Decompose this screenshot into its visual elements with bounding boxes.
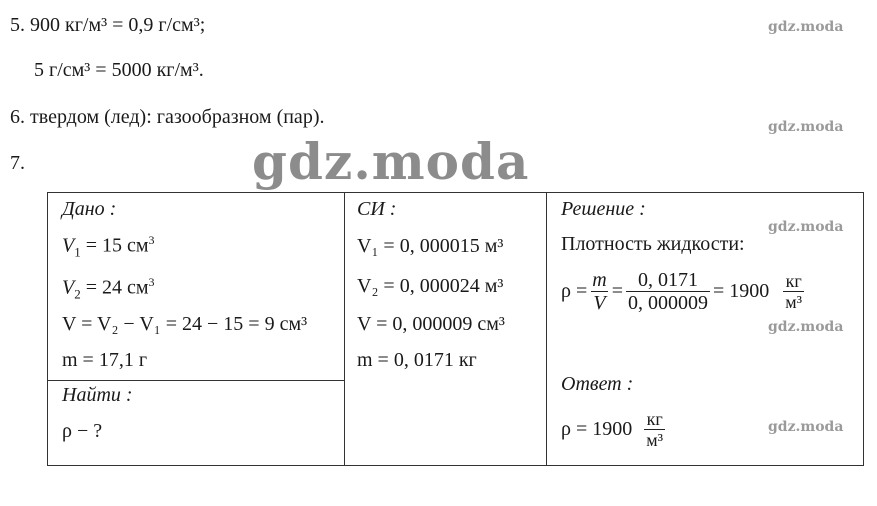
given-v2: $V_2 = 24$ $см^3$ xyxy=(62,275,155,302)
watermark-small: gdz.moda xyxy=(768,219,844,235)
item-5 xyxy=(10,14,205,37)
watermark-small: gdz.moda xyxy=(768,19,844,35)
solution-header: Решение : xyxy=(561,198,646,220)
given-v1: $V_1 = 15$ $см^3$ xyxy=(62,233,155,260)
given-header: Дано : xyxy=(62,198,117,220)
task-table xyxy=(47,192,864,466)
fraction-unit: $\frac{кг}{\text{м³}}$ xyxy=(785,271,803,312)
si-v2: V₂ = 0, 000024 м³ xyxy=(357,275,504,297)
watermark-small: gdz.moda xyxy=(768,419,844,435)
item-7-number: 7. xyxy=(10,152,25,174)
watermark-small: gdz.moda xyxy=(768,319,844,335)
si-header: СИ : xyxy=(357,198,397,220)
item-5-line-2: 5 г/см³ = 5000 кг/м³. xyxy=(34,59,204,81)
item-6-number: 6. xyxy=(10,106,25,128)
item-5-number: 5. xyxy=(10,14,25,36)
item-5-line-1: 900 кг/м³ = 0,9 г/см³; xyxy=(30,14,206,36)
answer-unit-fraction: $\frac{кг}{\text{м³}}$ xyxy=(646,409,664,450)
fraction-m-over-v: $\frac{m}{V}$ xyxy=(592,269,607,314)
si-v1: V₁ = 0, 000015 м³ xyxy=(357,235,504,257)
find-cell xyxy=(48,380,345,465)
fraction-values: $\frac{0, 0171}{0, 000009}$ xyxy=(628,269,708,314)
item-6 xyxy=(10,106,324,129)
given-v: V = V₂ − V₁ = 24 − 15 = 9 см³ xyxy=(62,313,308,335)
answer-formula: ρ = 1900 $\frac{кг}{\text{м³}}$ xyxy=(561,409,664,450)
si-cell xyxy=(345,193,547,466)
answer-header: Ответ : xyxy=(561,373,634,395)
density-text: Плотность жидкости: xyxy=(561,233,745,255)
given-m: m = 17,1 г xyxy=(62,349,148,371)
si-m: m = 0, 0171 кг xyxy=(357,349,477,371)
item-6-text: твердом (лед): газообразном (пар). xyxy=(30,106,325,128)
si-v: V = 0, 000009 см³ xyxy=(357,313,505,335)
find-expr: ρ − ? xyxy=(62,419,103,442)
watermark-large: gdz.moda xyxy=(252,132,530,191)
solution-cell xyxy=(547,193,864,466)
density-formula: ρ = $\frac{m}{V}$ = $\frac{0, 0171}{0, 000009}$ = 1900 $\frac{кг}{\text{м³}}$ xyxy=(561,269,803,314)
find-header: Найти : xyxy=(62,383,133,406)
watermark-small: gdz.moda xyxy=(768,119,844,135)
given-cell xyxy=(48,193,345,381)
